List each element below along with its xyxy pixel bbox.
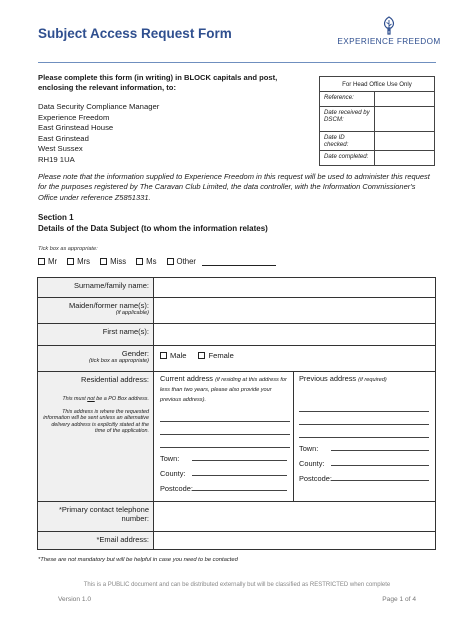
- surname-field[interactable]: [154, 278, 435, 298]
- maiden-name-label: Maiden/former name(s):: [68, 301, 149, 310]
- office-reference-field[interactable]: [375, 92, 435, 107]
- maiden-name-label-cell: [38, 298, 154, 324]
- form-title: Subject Access Request Form: [38, 26, 232, 41]
- current-address-line-2[interactable]: [160, 422, 290, 435]
- section-number: Section 1: [38, 213, 74, 222]
- office-completed-field[interactable]: [375, 151, 435, 166]
- previous-town-field[interactable]: Town:: [299, 438, 429, 453]
- office-box-heading: For Head Office Use Only: [320, 77, 435, 92]
- title-option-mrs[interactable]: Mrs: [67, 257, 90, 266]
- previous-county-field[interactable]: County:: [299, 453, 429, 468]
- previous-address-column: [293, 372, 435, 501]
- title-option-other[interactable]: Other: [167, 257, 277, 266]
- page-number: Page 1 of 4: [382, 596, 416, 603]
- experience-freedom-logo: [330, 16, 448, 46]
- title-options: [38, 257, 276, 266]
- other-title-field[interactable]: [202, 258, 276, 266]
- address-line: West Sussex: [38, 144, 83, 154]
- first-name-field[interactable]: [154, 324, 435, 346]
- current-address-heading: Current address (if residing at this address for less than two years, please also provide your previous address).: [160, 374, 287, 403]
- address-line: East Grinstead House: [38, 123, 114, 133]
- phone-label: *Primary contact telephone number:: [38, 502, 154, 532]
- delivery-note: This address is where the requested information will be sent unless an alternative delivery address is explicitly stated at the time of the application.: [43, 408, 149, 435]
- data-subject-table: [37, 277, 436, 550]
- maiden-name-field[interactable]: [154, 298, 435, 324]
- email-label: *Email address:: [38, 532, 154, 549]
- current-address-line-3[interactable]: [160, 435, 290, 448]
- tree-logo-icon: [381, 16, 397, 36]
- previous-address-line-2[interactable]: [299, 412, 429, 425]
- phone-field[interactable]: [154, 502, 435, 532]
- head-office-box: [319, 76, 435, 166]
- checkbox-icon[interactable]: [167, 258, 174, 265]
- footnote: *These are not mandatory but will be helpful in case you need to be contacted: [38, 557, 238, 563]
- title-option-mr[interactable]: Mr: [38, 257, 57, 266]
- intro-text: Please complete this form (in writing) in BLOCK capitals and post, enclosing the relevant information, to:: [38, 73, 278, 92]
- current-address-line-1[interactable]: [160, 409, 290, 422]
- office-id-checked-label: Date ID checked:: [320, 132, 375, 151]
- version-label: Version 1.0: [58, 596, 91, 603]
- section-title: Details of the Data Subject (to whom the information relates): [38, 224, 268, 233]
- checkbox-icon[interactable]: [198, 352, 205, 359]
- previous-address-heading: Previous address (if required): [299, 374, 387, 383]
- office-id-checked-field[interactable]: [375, 132, 435, 151]
- data-notice: Please note that the information supplied to Experience Freedom in this request will be used to administer this request for the purposes registered by The Caravan Club Limited, the data controller, with the Information Commissioner's Office under reference Z5851331.: [38, 172, 430, 202]
- residential-address-label-cell: [38, 372, 154, 502]
- office-date-received-label: Date received by DSCM:: [320, 107, 375, 132]
- first-name-label: First name(s):: [38, 324, 154, 346]
- previous-address-line-1[interactable]: [299, 399, 429, 412]
- gender-option-female[interactable]: Female: [198, 351, 233, 360]
- checkbox-icon[interactable]: [38, 258, 45, 265]
- checkbox-icon[interactable]: [100, 258, 107, 265]
- tick-note: Tick box as appropriate:: [38, 246, 98, 252]
- current-postcode-field[interactable]: Postcode:: [160, 478, 287, 493]
- address-line: Experience Freedom: [38, 112, 110, 122]
- office-completed-label: Date completed:: [320, 151, 375, 166]
- address-line: RH19 1UA: [38, 154, 75, 164]
- gender-label-cell: [38, 346, 154, 372]
- gender-label: Gender:: [121, 349, 149, 358]
- email-field[interactable]: [154, 532, 435, 549]
- current-county-field[interactable]: County:: [160, 463, 287, 478]
- current-address-column: [154, 372, 293, 501]
- office-reference-label: Reference:: [320, 92, 375, 107]
- logo-text: EXPERIENCE FREEDOM: [337, 37, 441, 46]
- current-town-field[interactable]: Town:: [160, 448, 287, 463]
- checkbox-icon[interactable]: [136, 258, 143, 265]
- previous-postcode-field[interactable]: Postcode:: [299, 468, 429, 483]
- title-option-miss[interactable]: Miss: [100, 257, 126, 266]
- postal-address: [38, 102, 159, 166]
- gender-note: (tick box as appropriate): [88, 358, 149, 364]
- office-date-received-field[interactable]: [375, 107, 435, 132]
- title-option-ms[interactable]: Ms: [136, 257, 156, 266]
- previous-address-line-3[interactable]: [299, 425, 429, 438]
- gender-option-male[interactable]: Male: [160, 351, 186, 360]
- residential-address-label: Residential address:: [81, 375, 149, 384]
- classification-notice: This is a PUBLIC document and can be distributed externally but will be classified as RESTRICTED when complete: [83, 582, 391, 588]
- address-line: Data Security Compliance Manager: [38, 102, 160, 111]
- maiden-name-note: (if applicable): [115, 310, 149, 316]
- residential-address-field: [154, 372, 435, 502]
- address-line: East Grinstead: [38, 133, 89, 143]
- gender-field: [154, 346, 435, 372]
- po-box-note: This must not be a PO Box address.: [62, 396, 149, 402]
- surname-label: Surname/family name:: [38, 278, 154, 298]
- checkbox-icon[interactable]: [160, 352, 167, 359]
- checkbox-icon[interactable]: [67, 258, 74, 265]
- header-rule: [38, 62, 436, 63]
